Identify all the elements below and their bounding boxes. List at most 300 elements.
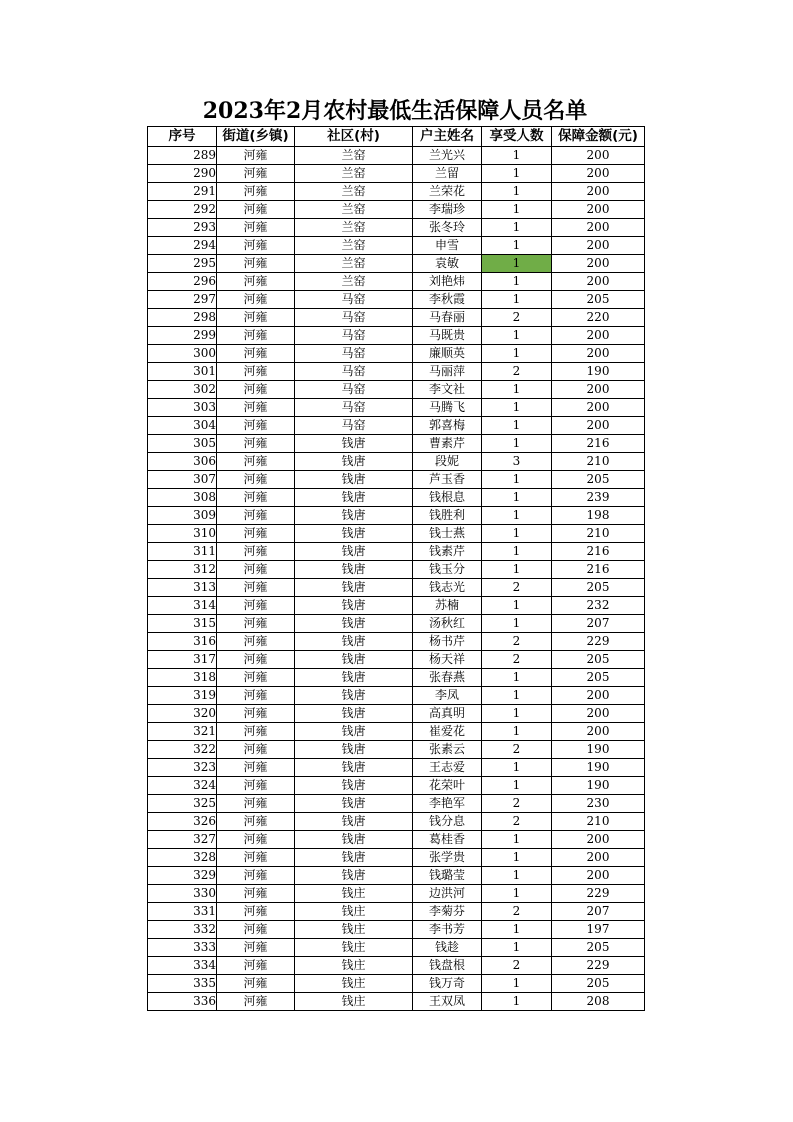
street-cell: 河雍 bbox=[217, 489, 295, 507]
street-cell: 河雍 bbox=[217, 849, 295, 867]
beneficiary-count-cell: 1 bbox=[482, 723, 552, 741]
beneficiary-count-cell: 1 bbox=[482, 273, 552, 291]
householder-name-cell: 袁敏 bbox=[413, 255, 482, 273]
community-cell: 钱唐 bbox=[295, 651, 413, 669]
street-cell: 河雍 bbox=[217, 237, 295, 255]
table-row bbox=[148, 795, 645, 813]
householder-name-cell: 李瑞珍 bbox=[413, 201, 482, 219]
table-row bbox=[148, 921, 645, 939]
beneficiary-count-cell: 3 bbox=[482, 453, 552, 471]
street-cell: 河雍 bbox=[217, 903, 295, 921]
table-row bbox=[148, 993, 645, 1011]
table-row bbox=[148, 777, 645, 795]
amount-cell: 200 bbox=[552, 867, 645, 885]
amount-cell: 200 bbox=[552, 219, 645, 237]
table-row bbox=[148, 831, 645, 849]
table-row bbox=[148, 669, 645, 687]
beneficiary-count-cell: 2 bbox=[482, 795, 552, 813]
beneficiary-count-cell: 1 bbox=[482, 507, 552, 525]
table-row bbox=[148, 417, 645, 435]
street-cell: 河雍 bbox=[217, 975, 295, 993]
beneficiary-count-cell: 1 bbox=[482, 471, 552, 489]
street-cell: 河雍 bbox=[217, 435, 295, 453]
amount-cell: 200 bbox=[552, 417, 645, 435]
community-cell: 钱唐 bbox=[295, 543, 413, 561]
amount-cell: 200 bbox=[552, 831, 645, 849]
community-cell: 钱唐 bbox=[295, 615, 413, 633]
serial-no-cell: 311 bbox=[148, 543, 217, 561]
householder-name-cell: 王双凤 bbox=[413, 993, 482, 1011]
table-row bbox=[148, 489, 645, 507]
serial-no-cell: 300 bbox=[148, 345, 217, 363]
amount-cell: 200 bbox=[552, 273, 645, 291]
community-cell: 钱庄 bbox=[295, 957, 413, 975]
community-cell: 钱唐 bbox=[295, 597, 413, 615]
amount-cell: 197 bbox=[552, 921, 645, 939]
community-cell: 兰窑 bbox=[295, 219, 413, 237]
community-cell: 钱唐 bbox=[295, 435, 413, 453]
serial-no-cell: 334 bbox=[148, 957, 217, 975]
table-row bbox=[148, 813, 645, 831]
amount-cell: 229 bbox=[552, 885, 645, 903]
beneficiary-count-cell: 1 bbox=[482, 165, 552, 183]
serial-no-cell: 324 bbox=[148, 777, 217, 795]
table-row bbox=[148, 903, 645, 921]
serial-no-cell: 330 bbox=[148, 885, 217, 903]
community-cell: 钱唐 bbox=[295, 453, 413, 471]
header-amount: 保障金额(元) bbox=[552, 127, 645, 147]
householder-name-cell: 张冬玲 bbox=[413, 219, 482, 237]
street-cell: 河雍 bbox=[217, 615, 295, 633]
community-cell: 钱唐 bbox=[295, 741, 413, 759]
amount-cell: 190 bbox=[552, 777, 645, 795]
community-cell: 马窑 bbox=[295, 345, 413, 363]
householder-name-cell: 汤秋红 bbox=[413, 615, 482, 633]
amount-cell: 232 bbox=[552, 597, 645, 615]
street-cell: 河雍 bbox=[217, 561, 295, 579]
table-row bbox=[148, 147, 645, 165]
community-cell: 钱唐 bbox=[295, 867, 413, 885]
serial-no-cell: 328 bbox=[148, 849, 217, 867]
street-cell: 河雍 bbox=[217, 399, 295, 417]
serial-no-cell: 316 bbox=[148, 633, 217, 651]
street-cell: 河雍 bbox=[217, 795, 295, 813]
community-cell: 钱唐 bbox=[295, 507, 413, 525]
beneficiary-count-cell: 1 bbox=[482, 993, 552, 1011]
householder-name-cell: 钱胜利 bbox=[413, 507, 482, 525]
householder-name-cell: 李菊芬 bbox=[413, 903, 482, 921]
householder-name-cell: 张春燕 bbox=[413, 669, 482, 687]
table-row bbox=[148, 759, 645, 777]
householder-name-cell: 申雪 bbox=[413, 237, 482, 255]
table-row bbox=[148, 399, 645, 417]
community-cell: 兰窑 bbox=[295, 255, 413, 273]
table-row bbox=[148, 507, 645, 525]
serial-no-cell: 298 bbox=[148, 309, 217, 327]
street-cell: 河雍 bbox=[217, 165, 295, 183]
householder-name-cell: 苏楠 bbox=[413, 597, 482, 615]
table-row bbox=[148, 471, 645, 489]
community-cell: 兰窑 bbox=[295, 201, 413, 219]
householder-name-cell: 廉顺英 bbox=[413, 345, 482, 363]
serial-no-cell: 317 bbox=[148, 651, 217, 669]
beneficiary-count-cell: 1 bbox=[482, 849, 552, 867]
serial-no-cell: 305 bbox=[148, 435, 217, 453]
householder-name-cell: 钱玉分 bbox=[413, 561, 482, 579]
serial-no-cell: 314 bbox=[148, 597, 217, 615]
serial-no-cell: 289 bbox=[148, 147, 217, 165]
beneficiary-count-cell: 1 bbox=[482, 291, 552, 309]
householder-name-cell: 兰留 bbox=[413, 165, 482, 183]
serial-no-cell: 291 bbox=[148, 183, 217, 201]
beneficiary-count-cell: 1 bbox=[482, 705, 552, 723]
street-cell: 河雍 bbox=[217, 993, 295, 1011]
householder-name-cell: 钱万奇 bbox=[413, 975, 482, 993]
amount-cell: 207 bbox=[552, 615, 645, 633]
table-row bbox=[148, 291, 645, 309]
community-cell: 兰窑 bbox=[295, 237, 413, 255]
community-cell: 钱唐 bbox=[295, 849, 413, 867]
serial-no-cell: 319 bbox=[148, 687, 217, 705]
householder-name-cell: 马腾飞 bbox=[413, 399, 482, 417]
community-cell: 马窑 bbox=[295, 399, 413, 417]
amount-cell: 205 bbox=[552, 939, 645, 957]
householder-name-cell: 兰光兴 bbox=[413, 147, 482, 165]
beneficiary-count-cell: 1 bbox=[482, 543, 552, 561]
serial-no-cell: 302 bbox=[148, 381, 217, 399]
serial-no-cell: 295 bbox=[148, 255, 217, 273]
street-cell: 河雍 bbox=[217, 183, 295, 201]
householder-name-cell: 张素云 bbox=[413, 741, 482, 759]
amount-cell: 229 bbox=[552, 957, 645, 975]
street-cell: 河雍 bbox=[217, 255, 295, 273]
community-cell: 钱唐 bbox=[295, 471, 413, 489]
amount-cell: 210 bbox=[552, 453, 645, 471]
community-cell: 兰窑 bbox=[295, 165, 413, 183]
amount-cell: 205 bbox=[552, 579, 645, 597]
street-cell: 河雍 bbox=[217, 741, 295, 759]
community-cell: 钱唐 bbox=[295, 777, 413, 795]
amount-cell: 200 bbox=[552, 255, 645, 273]
table-row bbox=[148, 651, 645, 669]
street-cell: 河雍 bbox=[217, 813, 295, 831]
serial-no-cell: 293 bbox=[148, 219, 217, 237]
community-cell: 马窑 bbox=[295, 327, 413, 345]
beneficiary-count-cell: 2 bbox=[482, 363, 552, 381]
householder-name-cell: 钱素芹 bbox=[413, 543, 482, 561]
beneficiary-count-cell: 1 bbox=[482, 255, 552, 273]
community-cell: 钱唐 bbox=[295, 723, 413, 741]
householder-name-cell: 李文社 bbox=[413, 381, 482, 399]
beneficiary-count-cell: 2 bbox=[482, 633, 552, 651]
householder-name-cell: 钱士燕 bbox=[413, 525, 482, 543]
serial-no-cell: 304 bbox=[148, 417, 217, 435]
amount-cell: 200 bbox=[552, 165, 645, 183]
table-row bbox=[148, 615, 645, 633]
amount-cell: 200 bbox=[552, 381, 645, 399]
serial-no-cell: 297 bbox=[148, 291, 217, 309]
community-cell: 钱唐 bbox=[295, 525, 413, 543]
householder-name-cell: 杨天祥 bbox=[413, 651, 482, 669]
street-cell: 河雍 bbox=[217, 507, 295, 525]
table-row bbox=[148, 867, 645, 885]
table-row bbox=[148, 849, 645, 867]
table-row bbox=[148, 597, 645, 615]
beneficiary-count-cell: 1 bbox=[482, 219, 552, 237]
community-cell: 兰窑 bbox=[295, 147, 413, 165]
beneficiary-count-cell: 1 bbox=[482, 777, 552, 795]
table-row bbox=[148, 327, 645, 345]
serial-no-cell: 312 bbox=[148, 561, 217, 579]
street-cell: 河雍 bbox=[217, 453, 295, 471]
amount-cell: 220 bbox=[552, 309, 645, 327]
street-cell: 河雍 bbox=[217, 777, 295, 795]
street-cell: 河雍 bbox=[217, 273, 295, 291]
community-cell: 兰窑 bbox=[295, 273, 413, 291]
community-cell: 钱庄 bbox=[295, 975, 413, 993]
street-cell: 河雍 bbox=[217, 705, 295, 723]
community-cell: 钱庄 bbox=[295, 993, 413, 1011]
community-cell: 钱唐 bbox=[295, 813, 413, 831]
serial-no-cell: 310 bbox=[148, 525, 217, 543]
amount-cell: 229 bbox=[552, 633, 645, 651]
amount-cell: 210 bbox=[552, 813, 645, 831]
community-cell: 马窑 bbox=[295, 417, 413, 435]
householder-name-cell: 段妮 bbox=[413, 453, 482, 471]
beneficiary-count-cell: 1 bbox=[482, 525, 552, 543]
amount-cell: 205 bbox=[552, 291, 645, 309]
community-cell: 钱唐 bbox=[295, 489, 413, 507]
header-community: 社区(村) bbox=[295, 127, 413, 147]
table-row bbox=[148, 345, 645, 363]
beneficiary-count-cell: 1 bbox=[482, 687, 552, 705]
street-cell: 河雍 bbox=[217, 309, 295, 327]
street-cell: 河雍 bbox=[217, 669, 295, 687]
householder-name-cell: 李秋霞 bbox=[413, 291, 482, 309]
street-cell: 河雍 bbox=[217, 525, 295, 543]
amount-cell: 198 bbox=[552, 507, 645, 525]
householder-name-cell: 钱分息 bbox=[413, 813, 482, 831]
amount-cell: 200 bbox=[552, 147, 645, 165]
householder-name-cell: 李凤 bbox=[413, 687, 482, 705]
community-cell: 钱庄 bbox=[295, 921, 413, 939]
serial-no-cell: 323 bbox=[148, 759, 217, 777]
street-cell: 河雍 bbox=[217, 381, 295, 399]
beneficiary-count-cell: 1 bbox=[482, 399, 552, 417]
serial-no-cell: 290 bbox=[148, 165, 217, 183]
beneficiary-count-cell: 1 bbox=[482, 201, 552, 219]
table-row bbox=[148, 273, 645, 291]
street-cell: 河雍 bbox=[217, 543, 295, 561]
beneficiary-count-cell: 2 bbox=[482, 309, 552, 327]
beneficiary-count-cell: 2 bbox=[482, 579, 552, 597]
serial-no-cell: 307 bbox=[148, 471, 217, 489]
serial-no-cell: 296 bbox=[148, 273, 217, 291]
serial-no-cell: 320 bbox=[148, 705, 217, 723]
serial-no-cell: 327 bbox=[148, 831, 217, 849]
table-row bbox=[148, 561, 645, 579]
street-cell: 河雍 bbox=[217, 345, 295, 363]
community-cell: 钱唐 bbox=[295, 633, 413, 651]
beneficiary-count-cell: 1 bbox=[482, 489, 552, 507]
table-row bbox=[148, 255, 645, 273]
beneficiary-count-cell: 1 bbox=[482, 615, 552, 633]
householder-name-cell: 马丽萍 bbox=[413, 363, 482, 381]
document-title: 2023年2月农村最低生活保障人员名单 bbox=[202, 98, 588, 124]
amount-cell: 216 bbox=[552, 561, 645, 579]
table-row bbox=[148, 525, 645, 543]
table-row bbox=[148, 633, 645, 651]
community-cell: 钱唐 bbox=[295, 579, 413, 597]
table-row bbox=[148, 435, 645, 453]
street-cell: 河雍 bbox=[217, 885, 295, 903]
beneficiary-count-cell: 1 bbox=[482, 435, 552, 453]
street-cell: 河雍 bbox=[217, 147, 295, 165]
beneficiary-count-cell: 1 bbox=[482, 597, 552, 615]
community-cell: 钱唐 bbox=[295, 669, 413, 687]
street-cell: 河雍 bbox=[217, 291, 295, 309]
serial-no-cell: 336 bbox=[148, 993, 217, 1011]
community-cell: 马窑 bbox=[295, 291, 413, 309]
amount-cell: 190 bbox=[552, 363, 645, 381]
serial-no-cell: 303 bbox=[148, 399, 217, 417]
serial-no-cell: 329 bbox=[148, 867, 217, 885]
amount-cell: 190 bbox=[552, 759, 645, 777]
amount-cell: 205 bbox=[552, 669, 645, 687]
community-cell: 钱唐 bbox=[295, 795, 413, 813]
table-header-row bbox=[148, 127, 645, 147]
householder-name-cell: 郭喜梅 bbox=[413, 417, 482, 435]
beneficiary-count-cell: 1 bbox=[482, 759, 552, 777]
beneficiary-count-cell: 2 bbox=[482, 741, 552, 759]
table-row bbox=[148, 957, 645, 975]
householder-name-cell: 曹素芹 bbox=[413, 435, 482, 453]
householder-name-cell: 杨书芹 bbox=[413, 633, 482, 651]
serial-no-cell: 332 bbox=[148, 921, 217, 939]
community-cell: 钱唐 bbox=[295, 831, 413, 849]
community-cell: 钱庄 bbox=[295, 939, 413, 957]
beneficiary-count-cell: 1 bbox=[482, 147, 552, 165]
community-cell: 钱唐 bbox=[295, 687, 413, 705]
householder-name-cell: 葛桂香 bbox=[413, 831, 482, 849]
amount-cell: 200 bbox=[552, 201, 645, 219]
street-cell: 河雍 bbox=[217, 579, 295, 597]
amount-cell: 200 bbox=[552, 237, 645, 255]
table-row bbox=[148, 705, 645, 723]
street-cell: 河雍 bbox=[217, 831, 295, 849]
street-cell: 河雍 bbox=[217, 201, 295, 219]
street-cell: 河雍 bbox=[217, 921, 295, 939]
serial-no-cell: 318 bbox=[148, 669, 217, 687]
benefit-recipients-table bbox=[147, 126, 645, 1011]
beneficiary-count-cell: 1 bbox=[482, 831, 552, 849]
beneficiary-count-cell: 1 bbox=[482, 885, 552, 903]
street-cell: 河雍 bbox=[217, 633, 295, 651]
amount-cell: 190 bbox=[552, 741, 645, 759]
amount-cell: 230 bbox=[552, 795, 645, 813]
householder-name-cell: 钱志光 bbox=[413, 579, 482, 597]
community-cell: 钱唐 bbox=[295, 705, 413, 723]
serial-no-cell: 335 bbox=[148, 975, 217, 993]
householder-name-cell: 花荣叶 bbox=[413, 777, 482, 795]
table-body bbox=[148, 147, 645, 1011]
amount-cell: 239 bbox=[552, 489, 645, 507]
street-cell: 河雍 bbox=[217, 363, 295, 381]
header-serial-no: 序号 bbox=[148, 127, 217, 147]
serial-no-cell: 315 bbox=[148, 615, 217, 633]
amount-cell: 200 bbox=[552, 687, 645, 705]
community-cell: 钱唐 bbox=[295, 759, 413, 777]
amount-cell: 200 bbox=[552, 399, 645, 417]
beneficiary-count-cell: 1 bbox=[482, 975, 552, 993]
beneficiary-count-cell: 2 bbox=[482, 957, 552, 975]
table-row bbox=[148, 237, 645, 255]
table-row bbox=[148, 975, 645, 993]
beneficiary-count-cell: 1 bbox=[482, 867, 552, 885]
community-cell: 钱庄 bbox=[295, 885, 413, 903]
beneficiary-count-cell: 1 bbox=[482, 669, 552, 687]
table-row bbox=[148, 687, 645, 705]
beneficiary-count-cell: 1 bbox=[482, 237, 552, 255]
beneficiary-count-cell: 2 bbox=[482, 903, 552, 921]
beneficiary-count-cell: 2 bbox=[482, 813, 552, 831]
serial-no-cell: 313 bbox=[148, 579, 217, 597]
amount-cell: 200 bbox=[552, 705, 645, 723]
table-row bbox=[148, 201, 645, 219]
serial-no-cell: 306 bbox=[148, 453, 217, 471]
serial-no-cell: 325 bbox=[148, 795, 217, 813]
community-cell: 马窑 bbox=[295, 381, 413, 399]
amount-cell: 200 bbox=[552, 327, 645, 345]
householder-name-cell: 崔爱花 bbox=[413, 723, 482, 741]
table-row bbox=[148, 723, 645, 741]
serial-no-cell: 292 bbox=[148, 201, 217, 219]
householder-name-cell: 边洪河 bbox=[413, 885, 482, 903]
serial-no-cell: 322 bbox=[148, 741, 217, 759]
beneficiary-count-cell: 1 bbox=[482, 417, 552, 435]
table-row bbox=[148, 363, 645, 381]
community-cell: 钱唐 bbox=[295, 561, 413, 579]
householder-name-cell: 芦玉香 bbox=[413, 471, 482, 489]
beneficiary-count-cell: 1 bbox=[482, 183, 552, 201]
header-beneficiary-count: 享受人数 bbox=[482, 127, 552, 147]
table-row bbox=[148, 579, 645, 597]
amount-cell: 200 bbox=[552, 345, 645, 363]
beneficiary-count-cell: 1 bbox=[482, 381, 552, 399]
beneficiary-count-cell: 1 bbox=[482, 345, 552, 363]
street-cell: 河雍 bbox=[217, 957, 295, 975]
householder-name-cell: 兰荣花 bbox=[413, 183, 482, 201]
householder-name-cell: 钱璐莹 bbox=[413, 867, 482, 885]
amount-cell: 200 bbox=[552, 183, 645, 201]
householder-name-cell: 钱根息 bbox=[413, 489, 482, 507]
street-cell: 河雍 bbox=[217, 687, 295, 705]
beneficiary-count-cell: 1 bbox=[482, 561, 552, 579]
table-row bbox=[148, 543, 645, 561]
community-cell: 马窑 bbox=[295, 309, 413, 327]
amount-cell: 207 bbox=[552, 903, 645, 921]
beneficiary-count-cell: 1 bbox=[482, 921, 552, 939]
street-cell: 河雍 bbox=[217, 651, 295, 669]
table-row bbox=[148, 741, 645, 759]
beneficiary-count-cell: 2 bbox=[482, 651, 552, 669]
table-row bbox=[148, 885, 645, 903]
table-row bbox=[148, 309, 645, 327]
householder-name-cell: 高真明 bbox=[413, 705, 482, 723]
serial-no-cell: 326 bbox=[148, 813, 217, 831]
amount-cell: 200 bbox=[552, 723, 645, 741]
householder-name-cell: 李书芳 bbox=[413, 921, 482, 939]
